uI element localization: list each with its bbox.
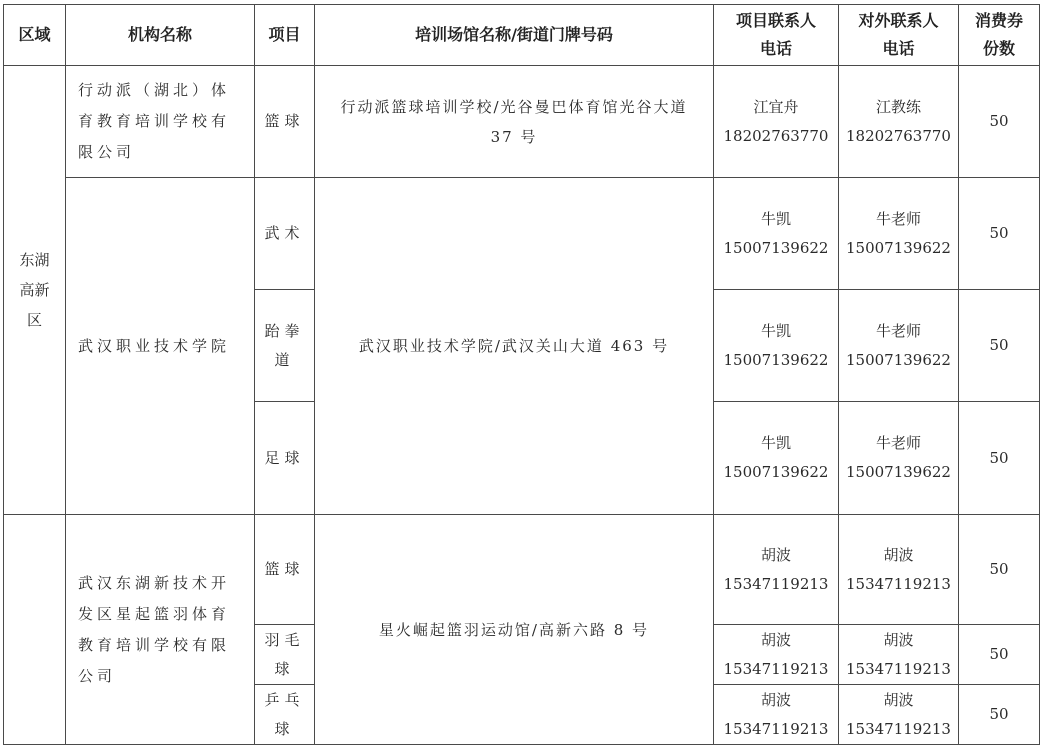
header-project-contact-line1: 项目联系人 [735,11,816,30]
contact-phone: 15347119213 [723,659,829,678]
project-label: 篮球 [264,112,305,130]
voucher-count-cell: 50 [959,66,1040,178]
contact-phone: 15347119213 [723,574,829,593]
project-contact-cell [714,515,839,625]
project-label: 武术 [264,224,305,242]
project-contact-cell [714,685,839,745]
contact-name: 牛凯 [760,209,791,228]
project-contact-cell [714,66,839,178]
contact-phone: 15007139622 [723,238,829,257]
contact-name: 牛凯 [760,321,791,340]
contact-name: 胡波 [883,630,914,649]
header-external-contact [839,5,959,66]
project-label: 球 [274,659,295,678]
project-cell [255,625,315,685]
region-cell-empty [4,515,66,745]
project-contact-cell [714,178,839,290]
region-line: 东湖 [19,251,50,269]
header-org: 机构名称 [66,5,255,66]
project-label: 篮球 [264,560,305,578]
contact-phone: 18202763770 [846,126,951,145]
project-label: 羽毛 [264,630,305,649]
region-line: 高新 [19,281,50,299]
contact-phone: 15007139622 [723,350,829,369]
contact-name: 江教练 [875,97,921,116]
table-row [4,66,1040,178]
contact-phone: 15007139622 [723,463,829,481]
project-cell [255,178,315,290]
project-label: 足球 [264,448,305,467]
header-region: 区域 [4,5,66,66]
project-cell [255,685,315,745]
project-contact-cell [714,402,839,515]
project-contact-cell [714,290,839,402]
contact-name: 牛老师 [875,321,921,340]
project-cell [255,515,315,625]
header-row [4,5,1040,66]
contact-name: 胡波 [760,630,791,649]
project-label: 道 [274,350,295,369]
external-contact-cell [839,402,959,515]
header-project-contact [714,5,839,66]
external-contact-cell [839,66,959,178]
project-contact-cell [714,625,839,685]
header-project: 项目 [255,5,315,66]
region-cell [4,66,66,515]
contact-name: 牛凯 [760,434,791,452]
venue-cell: 星火崛起篮羽运动馆/高新六路 8 号 [315,515,714,745]
contact-phone: 15347119213 [723,719,829,738]
contact-name: 胡波 [760,545,791,564]
venue-line: 行动派篮球培训学校/光谷曼巴体育馆光谷大道 [340,97,688,116]
voucher-count-cell: 50 [959,515,1040,625]
project-cell [255,66,315,178]
venue-line: 37 号 [490,127,538,146]
contact-phone: 15347119213 [846,719,951,738]
project-cell [255,402,315,515]
org-name-cell: 行动派（湖北）体育教育培训学校有限公司 [66,66,255,178]
table-row [4,178,1040,290]
external-contact-cell [839,515,959,625]
header-external-contact-line2: 电话 [882,39,915,58]
header-vouchers-line1: 消费券 [974,11,1023,30]
external-contact-cell [839,685,959,745]
voucher-institution-table [3,4,1040,745]
contact-name: 牛老师 [875,209,921,228]
contact-phone: 18202763770 [723,126,829,145]
project-label: 球 [274,719,295,738]
venue-cell: 武汉职业技术学院/武汉关山大道 463 号 [315,178,714,515]
voucher-count-cell: 50 [959,290,1040,402]
region-line: 区 [26,311,42,329]
table-row [4,515,1040,625]
header-project-contact-line2: 电话 [759,39,792,58]
header-venue: 培训场馆名称/街道门牌号码 [315,5,714,66]
header-vouchers [959,5,1040,66]
contact-phone: 15347119213 [846,574,951,593]
header-external-contact-line1: 对外联系人 [858,11,939,30]
project-label: 跆拳 [264,321,305,340]
contact-name: 胡波 [883,545,914,564]
contact-phone: 15007139622 [846,350,951,369]
org-name-cell: 武汉东湖新技术开发区星起篮羽体育教育培训学校有限公司 [66,515,255,745]
external-contact-cell [839,178,959,290]
voucher-count-cell: 50 [959,625,1040,685]
contact-name: 胡波 [883,690,914,709]
contact-phone: 15007139622 [846,463,951,481]
project-cell [255,290,315,402]
contact-phone: 15347119213 [846,659,951,678]
org-name-cell: 武汉职业技术学院 [66,178,255,515]
contact-name: 江宜舟 [753,97,799,116]
contact-phone: 15007139622 [846,238,951,257]
voucher-count-cell: 50 [959,402,1040,515]
contact-name: 胡波 [760,690,791,709]
voucher-count-cell: 50 [959,685,1040,745]
project-label: 乒乓 [264,690,305,709]
contact-name: 牛老师 [875,434,921,452]
header-vouchers-line2: 份数 [982,39,1015,58]
external-contact-cell [839,625,959,685]
venue-cell [315,66,714,178]
voucher-count-cell: 50 [959,178,1040,290]
external-contact-cell [839,290,959,402]
